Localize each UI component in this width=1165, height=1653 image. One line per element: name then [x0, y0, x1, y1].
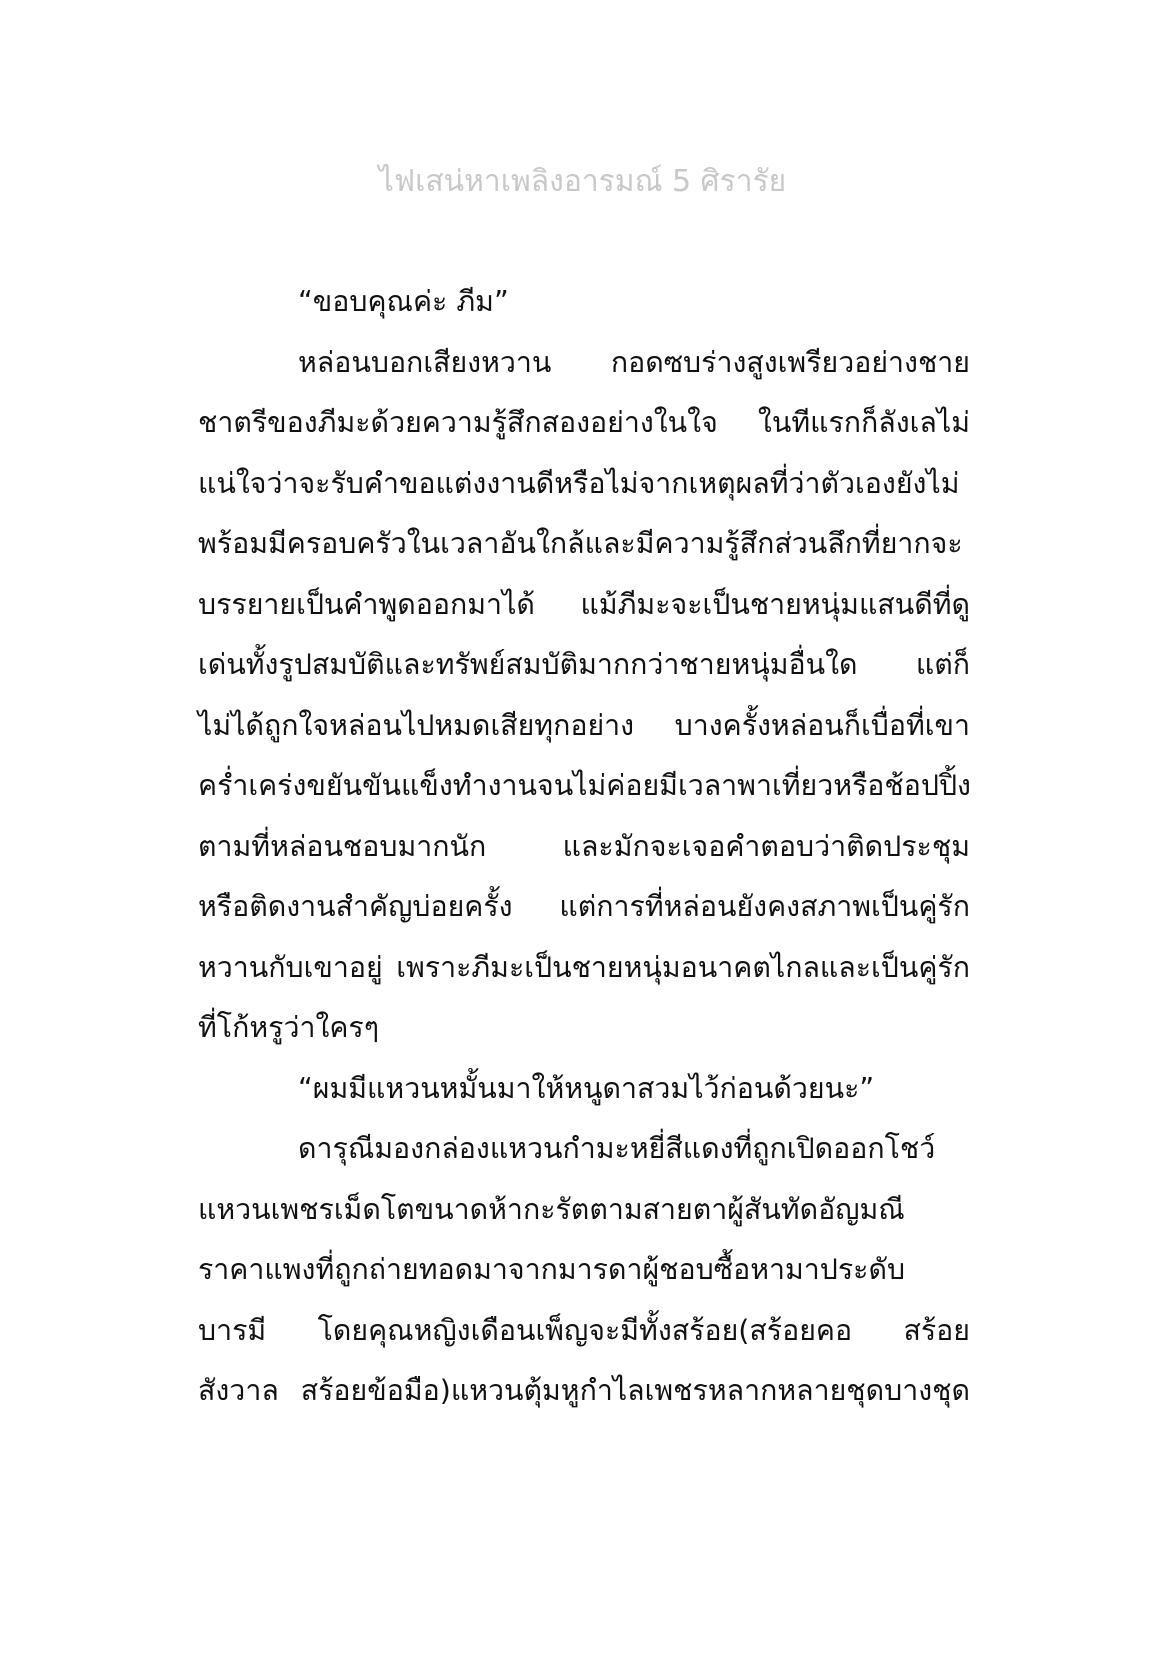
- paragraph-line: “ขอบคุณค่ะ ภีม”: [298, 285, 509, 318]
- paragraph-line: ตามที่หล่อนชอบมากนัก และมักจะเจอคำตอบว่าติดประชุม: [198, 829, 970, 863]
- paragraph-line: “ผมมีแหวนหมั้นมาให้หนูดาสวมไว้ก่อนด้วยนะ”: [298, 1071, 875, 1105]
- paragraph-line: ราคาแพงที่ถูกถ่ายทอดมาจากมารดาผู้ชอบซื้อหามาประดับ: [198, 1253, 906, 1286]
- paragraph-line: แน่ใจว่าจะรับคำขอแต่งงานดีหรือไม่จากเหตุผลที่ว่าตัวเองยังไม่: [198, 466, 960, 500]
- paragraph-line: แหวนเพชรเม็ดโตขนาดห้ากะรัตตามสายตาผู้สันทัดอัญมณี: [198, 1192, 905, 1226]
- paragraph-line: หวานกับเขาอยู่ เพราะภีมะเป็นชายหนุ่มอนาคตไกลและเป็นคู่รัก: [198, 950, 970, 984]
- paragraph-line: บรรยายเป็นคำพูดออกมาได้ แม้ภีมะจะเป็นชายหนุ่มแสนดีที่ดู: [198, 587, 970, 621]
- paragraph-line: เด่นทั้งรูปสมบัติและทรัพย์สมบัติมากกว่าชายหนุ่มอื่นใด แต่ก็: [198, 648, 970, 681]
- paragraph-line: บารมี โดยคุณหญิงเดือนเพ็ญจะมีทั้งสร้อย(สร้อยคอ สร้อย: [198, 1313, 970, 1347]
- body-text: [198, 272, 970, 1422]
- paragraph-line: สังวาล สร้อยข้อมือ)แหวนตุ้มหูกำไลเพชรหลากหลายชุดบางชุด: [198, 1374, 970, 1407]
- paragraph-line: ชาตรีของภีมะด้วยความรู้สึกสองอย่างในใจ ในทีแรกก็ลังเลไม่: [198, 406, 970, 439]
- paragraph-line: ที่โก้หรูว่าใครๆ: [198, 1011, 380, 1044]
- paragraph-line: ดารุณีมองกล่องแหวนกำมะหยี่สีแดงที่ถูกเปิดออกโชว์: [298, 1132, 936, 1165]
- paragraph-line: ไม่ได้ถูกใจหล่อนไปหมดเสียทุกอย่าง บางครั้งหล่อนก็เบื่อที่เขา: [198, 708, 970, 742]
- paragraph-line: หรือติดงานสำคัญบ่อยครั้ง แต่การที่หล่อนยังคงสภาพเป็นคู่รัก: [198, 890, 970, 923]
- paragraph-line: คร่ำเคร่งขยันขันแข็งทำงานจนไม่ค่อยมีเวลาพาเที่ยวหรือช้อปปิ้ง: [198, 769, 971, 802]
- running-header: ไฟเสน่หาเพลิงอารมณ์ 5 ศิรารัย: [378, 164, 787, 199]
- paragraph-line: พร้อมมีครอบครัวในเวลาอันใกล้และมีความรู้สึกส่วนลึกที่ยากจะ: [198, 527, 963, 560]
- paragraph-line: หล่อนบอกเสียงหวาน กอดซบร่างสูงเพรียวอย่างชาย: [298, 345, 970, 379]
